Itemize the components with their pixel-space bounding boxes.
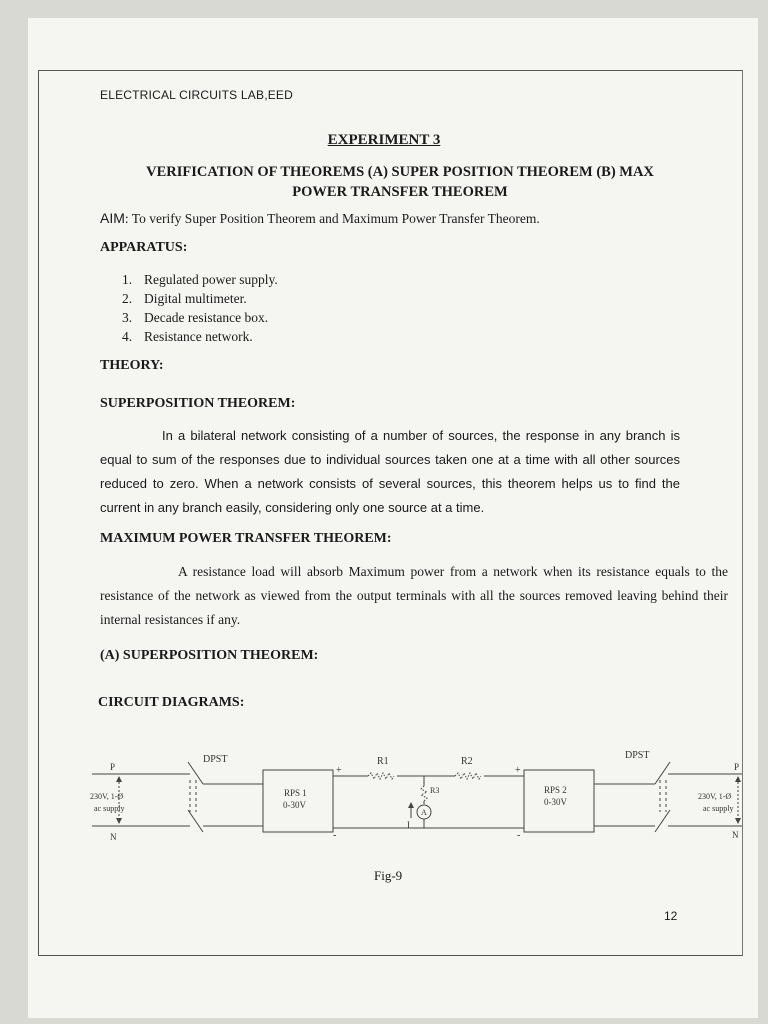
figure-caption: Fig-9 bbox=[374, 868, 403, 883]
r2-label: R2 bbox=[461, 756, 473, 767]
main-title-line2: POWER TRANSFER THEOREM bbox=[292, 184, 508, 200]
current-label: I bbox=[407, 820, 410, 830]
rps1-plus: + bbox=[336, 765, 342, 776]
page-number: 12 bbox=[664, 909, 678, 923]
list-item: 4. Resistance network. bbox=[122, 329, 253, 344]
rps2-plus: + bbox=[515, 765, 521, 776]
theory-heading: THEORY: bbox=[100, 358, 164, 373]
mpt-heading: MAXIMUM POWER TRANSFER THEOREM: bbox=[100, 531, 392, 546]
circuit-diagrams-heading: CIRCUIT DIAGRAMS: bbox=[98, 695, 245, 710]
aim-line bbox=[100, 210, 540, 227]
superposition-paragraph: In a bilateral network consisting of a number of sources, the response in any branch is equal to sum of the responses due to individual sources taken one at a time with all other sources reduced to zero. When a network consists of several sources, this theorem helps us to find the current in any branch easily, considering only one source at a time. bbox=[100, 428, 680, 515]
rps1-label: RPS 1 bbox=[284, 788, 307, 798]
aim-text: : To verify Super Position Theorem and Maximum Power Transfer Theorem. bbox=[124, 211, 540, 226]
experiment-title: EXPERIMENT 3 bbox=[327, 132, 441, 148]
rps2-range: 0-30V bbox=[544, 797, 567, 807]
rps2-minus: - bbox=[517, 830, 521, 841]
n-right-label: N bbox=[732, 830, 739, 840]
section-a-heading: (A) SUPERPOSITION THEOREM: bbox=[100, 648, 319, 663]
supply-left-line2: ac supply bbox=[94, 804, 125, 813]
rps2-label: RPS 2 bbox=[544, 785, 567, 795]
page-header: ELECTRICAL CIRCUITS LAB,EED bbox=[100, 88, 293, 102]
apparatus-list bbox=[122, 270, 278, 346]
list-item: 2. Digital multimeter. bbox=[122, 291, 247, 306]
ammeter-label: A bbox=[421, 808, 427, 817]
p-right-label: P bbox=[734, 762, 740, 772]
list-item: 3. Decade resistance box. bbox=[122, 310, 269, 325]
r3-label: R3 bbox=[430, 786, 440, 795]
rps1-minus: - bbox=[333, 830, 337, 841]
p-left-label: P bbox=[110, 762, 116, 772]
superposition-heading: SUPERPOSITION THEOREM: bbox=[100, 396, 296, 411]
rps1-range: 0-30V bbox=[283, 800, 306, 810]
dpst-left-label: DPST bbox=[203, 754, 228, 765]
dpst-right-label: DPST bbox=[625, 750, 650, 761]
supply-right-line2: ac supply bbox=[703, 804, 734, 813]
supply-right-line1: 230V, 1-Ø bbox=[698, 792, 732, 801]
list-item: 1. Regulated power supply. bbox=[122, 272, 278, 287]
n-left-label: N bbox=[110, 832, 117, 842]
circuit-diagram bbox=[0, 740, 768, 850]
main-title bbox=[120, 162, 680, 202]
supply-left-line1: 230V, 1-Ø bbox=[90, 792, 124, 801]
aim-label: AIM bbox=[100, 210, 125, 226]
r1-label: R1 bbox=[377, 756, 389, 767]
apparatus-heading: APPARATUS: bbox=[100, 240, 188, 255]
main-title-line1: VERIFICATION OF THEOREMS (A) SUPER POSITION THEOREM (B) MAX bbox=[146, 164, 654, 180]
mpt-paragraph: A resistance load will absorb Maximum power from a network when its resistance equals to the resistance of the network as viewed from the output terminals with all the sources removed leaving behind their internal resistances if any. bbox=[100, 564, 728, 627]
